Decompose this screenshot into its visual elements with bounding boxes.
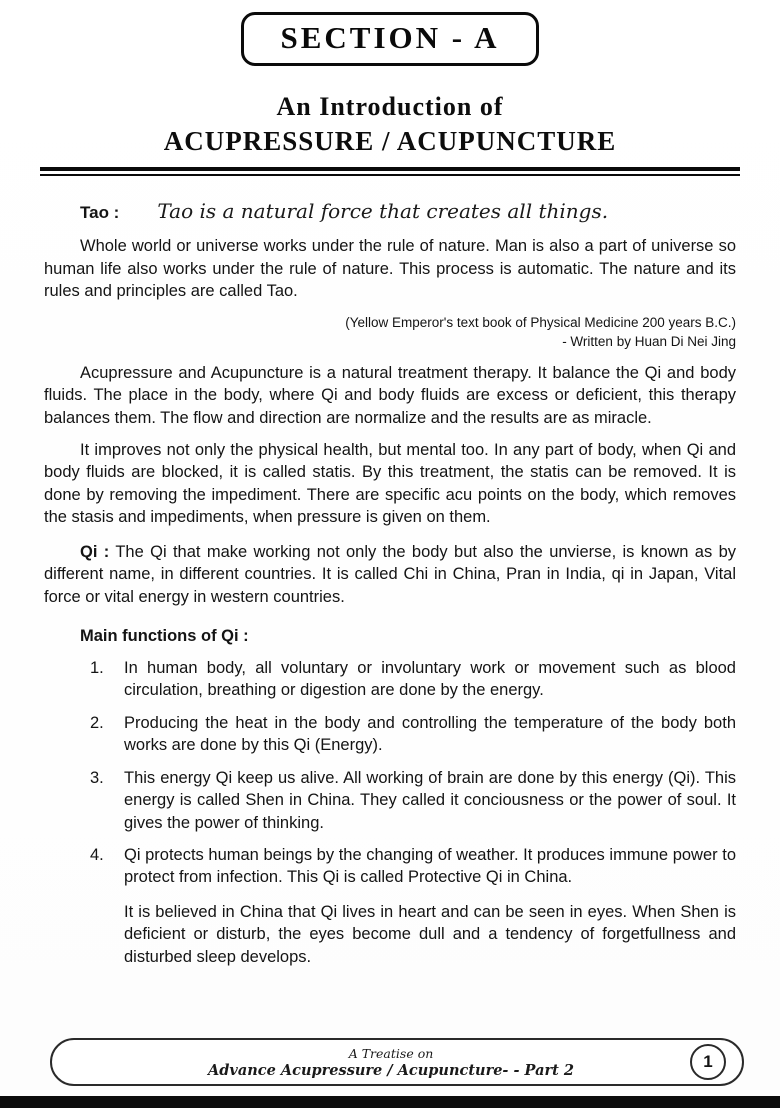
footer-book-title bbox=[52, 1046, 690, 1079]
list-item bbox=[44, 657, 736, 702]
section-badge-container bbox=[0, 0, 780, 66]
list-item-text: Producing the heat in the body and controlling the temperature of the body both works are done by this Qi (Energy). bbox=[124, 713, 736, 755]
list-item bbox=[44, 712, 736, 757]
qi-definition-text: The Qi that make working not only the body but also the unvierse, is known as by different name, in different countries. It is called Chi in China, Pran in India, qi in Japan, Vital force or vital energy in western countries. bbox=[44, 542, 736, 606]
footer-series-label: A Treatise on bbox=[348, 1045, 434, 1061]
citation-block bbox=[44, 313, 736, 352]
list-item-continuation: It is believed in China that Qi lives in heart and can be seen in eyes. When Shen is deficient or disturb, the eyes become dull and a tendency of forgetfullness and disturbed sleep develops. bbox=[124, 902, 736, 966]
citation-author: - Written by Huan Di Nei Jing bbox=[562, 334, 736, 350]
citation-source: (Yellow Emperor's text book of Physical Medicine 200 years B.C.) bbox=[345, 314, 736, 330]
paragraph-health-benefits: It improves not only the physical health, but mental too. In any part of body, when Qi and body fluids are blocked, it is called statis. By this treatment, the statis can be removed. It is done by removing the impediment. There are specific acu points on the body, which removes the stasis and impediments, when pressure is given on them. bbox=[44, 440, 736, 527]
chapter-title-line2: ACUPRESSURE / ACUPUNCTURE bbox=[163, 126, 617, 156]
list-item-number: 4. bbox=[90, 846, 104, 864]
scan-edge-bar bbox=[0, 1096, 780, 1108]
page-body bbox=[0, 176, 780, 968]
paragraph-therapy-intro: Acupressure and Acupuncture is a natural treatment therapy. It balance the Qi and body fluids. The place in the body, where Qi and body fluids are excess or deficient, this therapy balances them. The flow and direction are normalize and the results are as miracle. bbox=[44, 363, 736, 427]
list-item-number: 1. bbox=[90, 658, 104, 677]
chapter-title-line1: An Introduction of bbox=[276, 92, 504, 121]
paragraph-qi-definition bbox=[44, 541, 736, 608]
list-item-text: This energy Qi keep us alive. All working of brain are done by this energy (Qi). This energy is called Shen in China. They called it conciousness or the power of soul. It gives the power of thinking. bbox=[124, 768, 736, 832]
paragraph-nature-rule: Whole world or universe works under the rule of nature. Man is also a part of universe so human life also works under the rule of nature. This process is automatic. The nature and its rules and principles are called Tao. bbox=[44, 237, 736, 301]
tao-label: Tao : bbox=[80, 203, 120, 222]
functions-list bbox=[44, 657, 736, 968]
list-item bbox=[44, 767, 736, 834]
functions-heading: Main functions of Qi : bbox=[80, 626, 249, 645]
list-item-text: In human body, all voluntary or involuntary work or movement such as blood circulation, breathing or digestion are done by the energy. bbox=[124, 658, 736, 700]
tao-definition-line bbox=[44, 198, 736, 225]
page-number-badge: 1 bbox=[690, 1044, 726, 1080]
tao-quote: Tao is a natural force that creates all things. bbox=[157, 199, 609, 223]
list-item-text: Qi protects human beings by the changing of weather. It produces immune power to protect from infection. This Qi is called Protective Qi in China. bbox=[124, 846, 736, 887]
footer-book-name: Advance Acupressure / Acupuncture- - Part 2 bbox=[208, 1061, 574, 1079]
list-item-number: 2. bbox=[90, 713, 104, 732]
list-item bbox=[44, 844, 736, 889]
list-item-number: 3. bbox=[90, 768, 104, 787]
chapter-title bbox=[0, 92, 780, 157]
qi-label: Qi : bbox=[80, 542, 110, 561]
section-badge: SECTION - A bbox=[241, 12, 538, 66]
double-rule-divider bbox=[40, 167, 740, 176]
page-footer bbox=[50, 1038, 744, 1086]
